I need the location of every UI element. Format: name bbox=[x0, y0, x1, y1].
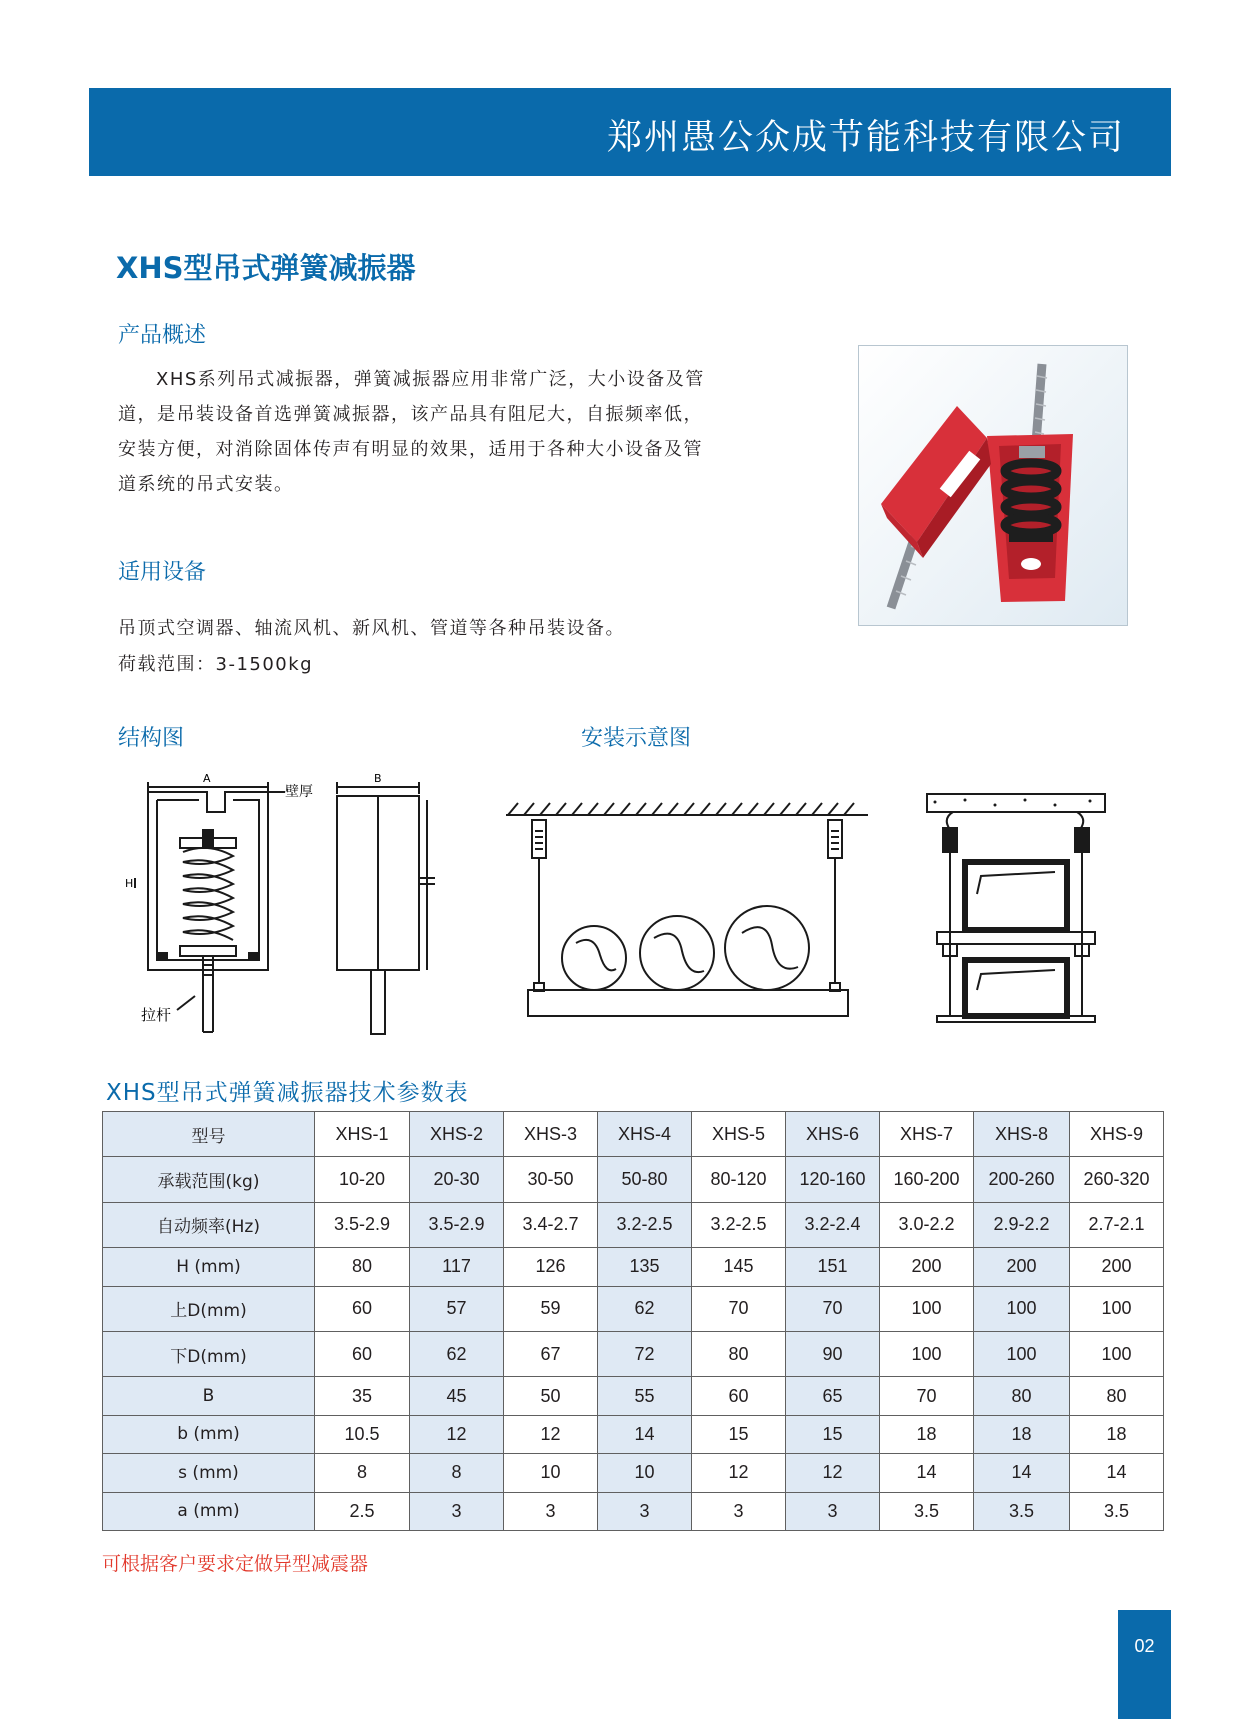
table-cell: 90 bbox=[786, 1331, 880, 1376]
table-cell: 3.5 bbox=[880, 1492, 974, 1530]
table-cell: XHS-5 bbox=[692, 1112, 786, 1157]
table-cell: 3 bbox=[692, 1492, 786, 1530]
table-cell: 2.9-2.2 bbox=[974, 1202, 1070, 1247]
table-cell: 59 bbox=[504, 1286, 598, 1331]
table-cell: 3.2-2.4 bbox=[786, 1202, 880, 1247]
table-cell: 67 bbox=[504, 1331, 598, 1376]
table-cell: 57 bbox=[410, 1286, 504, 1331]
page-number: 02 bbox=[1134, 1636, 1155, 1656]
custom-order-note: 可根据客户要求定做异型减震器 bbox=[102, 1553, 369, 1575]
table-cell: 3.5-2.9 bbox=[410, 1202, 504, 1247]
table-row bbox=[103, 1286, 1164, 1331]
table-cell: 200 bbox=[1070, 1248, 1164, 1286]
table-cell: XHS-4 bbox=[598, 1112, 692, 1157]
table-cell: XHS-8 bbox=[974, 1112, 1070, 1157]
table-cell: XHS-2 bbox=[410, 1112, 504, 1157]
equipment-heading: 适用设备 bbox=[118, 560, 207, 585]
table-cell: 3.4-2.7 bbox=[504, 1202, 598, 1247]
table-cell: 120-160 bbox=[786, 1157, 880, 1202]
table-cell: 10.5 bbox=[315, 1415, 410, 1453]
table-cell: 70 bbox=[880, 1377, 974, 1415]
table-row-label: 上D(mm) bbox=[103, 1286, 315, 1331]
table-row bbox=[103, 1377, 1164, 1415]
overview-line-2: 道，是吊装设备首选弹簧减振器，该产品具有阻尼大，自振频率低， bbox=[118, 404, 703, 425]
table-cell: 12 bbox=[692, 1454, 786, 1492]
table-cell: 18 bbox=[880, 1415, 974, 1453]
overview-line-3: 安装方便，对消除固体传声有明显的效果，适用于各种大小设备及管 bbox=[118, 439, 703, 460]
table-cell: 2.5 bbox=[315, 1492, 410, 1530]
table-row-label: a (mm) bbox=[103, 1492, 315, 1530]
table-cell: 160-200 bbox=[880, 1157, 974, 1202]
table-cell: 3.5 bbox=[974, 1492, 1070, 1530]
overview-paragraph bbox=[118, 362, 758, 502]
table-cell: 14 bbox=[880, 1454, 974, 1492]
table-cell: 62 bbox=[410, 1331, 504, 1376]
page-number-box bbox=[1118, 1610, 1171, 1719]
table-row-label: H (mm) bbox=[103, 1248, 315, 1286]
table-cell: 117 bbox=[410, 1248, 504, 1286]
table-cell: 10-20 bbox=[315, 1157, 410, 1202]
table-cell: 55 bbox=[598, 1377, 692, 1415]
table-cell: XHS-1 bbox=[315, 1112, 410, 1157]
dimension-a-label: A bbox=[203, 772, 211, 785]
table-cell: XHS-3 bbox=[504, 1112, 598, 1157]
overview-line-1: XHS系列吊式减振器，弹簧减振器应用非常广泛，大小设备及管 bbox=[156, 369, 705, 390]
table-cell: 12 bbox=[786, 1454, 880, 1492]
table-row bbox=[103, 1112, 1164, 1157]
table-row-label: s (mm) bbox=[103, 1454, 315, 1492]
table-cell: XHS-7 bbox=[880, 1112, 974, 1157]
table-cell: 60 bbox=[315, 1286, 410, 1331]
table-row bbox=[103, 1157, 1164, 1202]
table-cell: 200-260 bbox=[974, 1157, 1070, 1202]
table-cell: 12 bbox=[504, 1415, 598, 1453]
install-diagram-pipes bbox=[504, 793, 870, 1018]
equipment-text: 吊顶式空调器、轴流风机、新风机、管道等各种吊装设备。 bbox=[118, 618, 625, 639]
product-title: XHS型吊式弹簧减振器 bbox=[116, 251, 416, 285]
table-cell: 14 bbox=[1070, 1454, 1164, 1492]
table-cell: 100 bbox=[974, 1331, 1070, 1376]
table-cell: 65 bbox=[786, 1377, 880, 1415]
table-cell: 10 bbox=[504, 1454, 598, 1492]
table-row bbox=[103, 1492, 1164, 1530]
table-cell: 100 bbox=[1070, 1331, 1164, 1376]
table-cell: 3.5-2.9 bbox=[315, 1202, 410, 1247]
table-cell: 151 bbox=[786, 1248, 880, 1286]
table-row-label: 下D(mm) bbox=[103, 1331, 315, 1376]
table-row bbox=[103, 1248, 1164, 1286]
table-cell: 15 bbox=[786, 1415, 880, 1453]
dimension-b-label: B bbox=[374, 772, 382, 785]
table-cell: 80 bbox=[315, 1248, 410, 1286]
table-cell: 3.2-2.5 bbox=[598, 1202, 692, 1247]
table-cell: 72 bbox=[598, 1331, 692, 1376]
rod-label: 拉杆 bbox=[141, 1006, 172, 1024]
spring-hanger-illustration bbox=[859, 346, 1127, 625]
table-cell: 3 bbox=[786, 1492, 880, 1530]
install-diagram-ducts bbox=[925, 792, 1107, 1024]
table-cell: 70 bbox=[786, 1286, 880, 1331]
table-row bbox=[103, 1454, 1164, 1492]
table-cell: 135 bbox=[598, 1248, 692, 1286]
table-row-label: 型号 bbox=[103, 1112, 315, 1157]
table-cell: 10 bbox=[598, 1454, 692, 1492]
table-cell: 80 bbox=[974, 1377, 1070, 1415]
table-cell: 60 bbox=[315, 1331, 410, 1376]
table-cell: 3.2-2.5 bbox=[692, 1202, 786, 1247]
spec-table bbox=[102, 1111, 1164, 1531]
table-cell: 100 bbox=[1070, 1286, 1164, 1331]
table-cell: 2.7-2.1 bbox=[1070, 1202, 1164, 1247]
table-cell: XHS-6 bbox=[786, 1112, 880, 1157]
table-row bbox=[103, 1202, 1164, 1247]
dimension-h-label: H bbox=[125, 877, 134, 890]
table-cell: 8 bbox=[410, 1454, 504, 1492]
table-cell: 80 bbox=[1070, 1377, 1164, 1415]
table-cell: 126 bbox=[504, 1248, 598, 1286]
table-cell: 145 bbox=[692, 1248, 786, 1286]
table-row-label: b (mm) bbox=[103, 1415, 315, 1453]
table-cell: 30-50 bbox=[504, 1157, 598, 1202]
table-cell: 14 bbox=[598, 1415, 692, 1453]
table-cell: 3.5 bbox=[1070, 1492, 1164, 1530]
table-cell: 3 bbox=[504, 1492, 598, 1530]
table-cell: 100 bbox=[880, 1286, 974, 1331]
table-cell: 260-320 bbox=[1070, 1157, 1164, 1202]
table-cell: 50-80 bbox=[598, 1157, 692, 1202]
product-photo bbox=[858, 345, 1128, 626]
table-row bbox=[103, 1415, 1164, 1453]
table-row-label: 自动频率(Hz) bbox=[103, 1202, 315, 1247]
table-cell: 80-120 bbox=[692, 1157, 786, 1202]
table-row bbox=[103, 1331, 1164, 1376]
table-cell: 18 bbox=[974, 1415, 1070, 1453]
table-cell: 8 bbox=[315, 1454, 410, 1492]
overview-heading: 产品概述 bbox=[118, 323, 207, 348]
table-row-label: 承载范围(kg) bbox=[103, 1157, 315, 1202]
table-cell: 100 bbox=[880, 1331, 974, 1376]
table-cell: 14 bbox=[974, 1454, 1070, 1492]
table-cell: 3 bbox=[598, 1492, 692, 1530]
table-cell: 60 bbox=[692, 1377, 786, 1415]
table-cell: 100 bbox=[974, 1286, 1070, 1331]
spec-table-title: XHS型吊式弹簧减振器技术参数表 bbox=[106, 1080, 469, 1106]
table-cell: 70 bbox=[692, 1286, 786, 1331]
table-cell: 20-30 bbox=[410, 1157, 504, 1202]
table-cell: 18 bbox=[1070, 1415, 1164, 1453]
table-cell: 35 bbox=[315, 1377, 410, 1415]
table-cell: XHS-9 bbox=[1070, 1112, 1164, 1157]
install-heading: 安装示意图 bbox=[581, 726, 692, 751]
table-cell: 3 bbox=[410, 1492, 504, 1530]
structure-heading: 结构图 bbox=[118, 726, 185, 751]
table-cell: 200 bbox=[974, 1248, 1070, 1286]
table-cell: 3.0-2.2 bbox=[880, 1202, 974, 1247]
table-cell: 50 bbox=[504, 1377, 598, 1415]
overview-line-4: 道系统的吊式安装。 bbox=[118, 474, 294, 495]
table-cell: 12 bbox=[410, 1415, 504, 1453]
wall-thickness-label: 壁厚 bbox=[285, 784, 313, 800]
table-cell: 15 bbox=[692, 1415, 786, 1453]
load-range-text: 荷载范围：3-1500kg bbox=[118, 654, 314, 675]
table-cell: 80 bbox=[692, 1331, 786, 1376]
table-cell: 62 bbox=[598, 1286, 692, 1331]
table-row-label: B bbox=[103, 1377, 315, 1415]
company-name: 郑州愚公众成节能科技有限公司 bbox=[606, 118, 1125, 158]
structure-diagram bbox=[125, 770, 435, 1045]
table-cell: 45 bbox=[410, 1377, 504, 1415]
table-cell: 200 bbox=[880, 1248, 974, 1286]
header-bar bbox=[89, 88, 1171, 176]
